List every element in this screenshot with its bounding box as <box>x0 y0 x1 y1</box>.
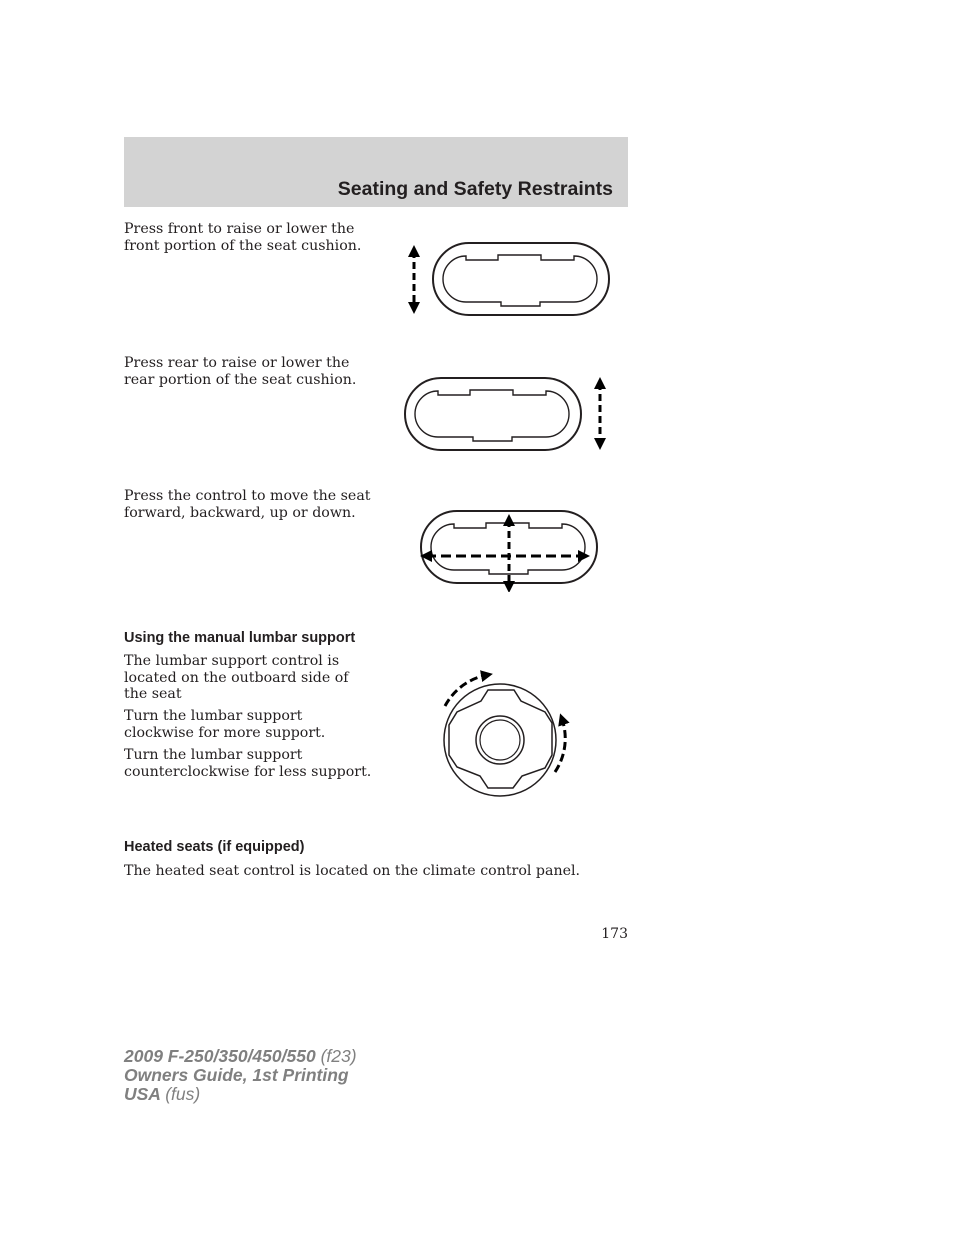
lumbar-location-text: The lumbar support control is located on the outboard side of the seat <box>124 653 349 703</box>
lumbar-counterclockwise-text: Turn the lumbar support counterclockwise for less support. <box>124 747 372 780</box>
footer-line-1 <box>124 1047 357 1066</box>
footer-market-code: (fus) <box>165 1084 201 1104</box>
four-way-switch-icon <box>418 508 604 592</box>
lumbar-clockwise-text: Turn the lumbar support clockwise for more support. <box>124 708 326 741</box>
heated-seats-heading: Heated seats (if equipped) <box>124 839 305 855</box>
section-header-band <box>124 137 628 207</box>
page-number: 173 <box>601 926 628 942</box>
footer-model-code: (f23) <box>320 1046 357 1066</box>
document-footer <box>124 1047 357 1104</box>
front-tilt-switch-icon <box>400 238 614 320</box>
footer-model: 2009 F-250/350/450/550 <box>124 1046 316 1066</box>
rear-tilt-instruction: Press rear to raise or lower the rear portion of the seat cushion. <box>124 355 357 388</box>
footer-market: USA <box>124 1084 161 1104</box>
footer-line-3 <box>124 1085 357 1104</box>
heated-seats-text: The heated seat control is located on the climate control panel. <box>124 863 581 879</box>
move-seat-instruction: Press the control to move the seat forward, backward, up or down. <box>124 488 371 521</box>
section-title: Seating and Safety Restraints <box>337 178 613 200</box>
lumbar-knob-icon <box>436 664 580 804</box>
lumbar-heading: Using the manual lumbar support <box>124 630 356 646</box>
rear-tilt-switch-icon <box>400 372 614 454</box>
front-tilt-instruction: Press front to raise or lower the front portion of the seat cushion. <box>124 221 362 254</box>
footer-line-2: Owners Guide, 1st Printing <box>124 1065 349 1085</box>
